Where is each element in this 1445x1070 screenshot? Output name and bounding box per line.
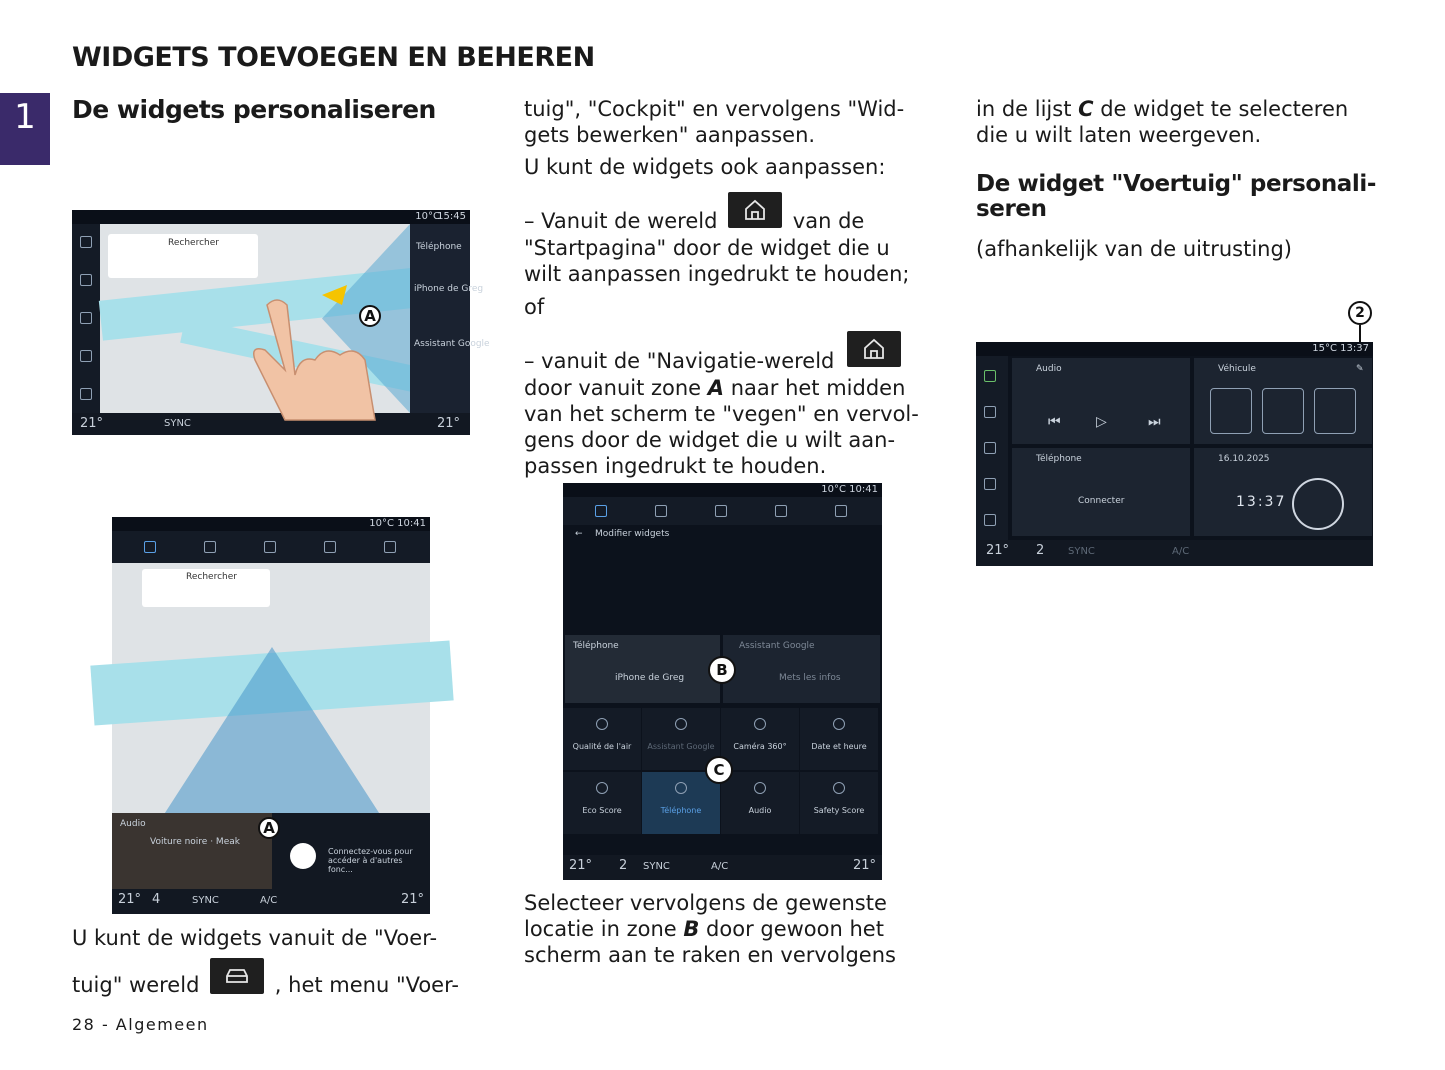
connect-label[interactable]: Connecter	[1078, 496, 1125, 506]
audio-label: Audio	[1036, 364, 1062, 374]
temp-left: 21°	[569, 858, 593, 873]
temperature: 10°C	[369, 518, 394, 529]
zone-a-marker: A	[258, 817, 280, 839]
fan-level: 2	[619, 858, 628, 873]
sync-label: SYNC	[643, 861, 670, 872]
col2-line1: tuig", "Cockpit" en vervolgens "Wid-	[524, 97, 905, 121]
search-label: Rechercher	[168, 238, 219, 248]
select-b2: door gewoon het	[699, 917, 884, 941]
car-icon	[80, 388, 92, 400]
back-arrow-icon[interactable]: ←	[575, 529, 583, 539]
phone-icon[interactable]	[984, 442, 996, 454]
heading-personalize: De widgets personaliseren	[72, 95, 436, 124]
climate-bar	[563, 855, 882, 880]
top-nav	[112, 531, 430, 563]
widget-option-label: Caméra 360°	[733, 742, 787, 751]
home-world-icon	[728, 192, 782, 228]
widget-option-label: Qualité de l'air	[572, 742, 632, 751]
music-icon[interactable]	[204, 541, 216, 553]
widget-option[interactable]	[800, 708, 878, 770]
widget-option-icon	[596, 718, 608, 730]
phone-label: Téléphone	[1036, 454, 1082, 464]
screenshot-navigation-swipe	[72, 210, 490, 435]
temperature: 15°C	[1312, 343, 1337, 354]
status-bar	[72, 210, 470, 224]
zone-a-ref: A	[707, 376, 725, 400]
widget-option-label: Eco Score	[582, 806, 622, 815]
widget-option[interactable]	[800, 772, 878, 834]
widget-option-icon	[675, 718, 687, 730]
col3-line1	[976, 96, 1348, 122]
widget-option-icon	[754, 718, 766, 730]
ac-label: A/C	[1172, 546, 1190, 557]
assistant-label: Assistant Google	[414, 339, 490, 349]
sync-label: SYNC	[164, 418, 191, 429]
temp-left: 21°	[118, 892, 142, 907]
screenshot-vehicle-widget	[976, 342, 1373, 566]
bullet1-d: wilt aanpassen ingedrukt te houden;	[524, 262, 910, 286]
widget-option-icon	[833, 718, 845, 730]
track-label: Voiture noire · Meak	[150, 837, 240, 847]
previous-icon[interactable]: ⏮	[1048, 414, 1061, 430]
widget-option-icon	[596, 782, 608, 794]
widget-option[interactable]	[642, 772, 720, 834]
phone-widget[interactable]	[565, 635, 720, 703]
bullet2-c: van het scherm te "vegen" en vervol-	[524, 402, 919, 426]
vehicle-label: Véhicule	[1218, 364, 1256, 374]
home-icon[interactable]	[144, 541, 156, 553]
google-assistant-icon	[290, 843, 316, 869]
vehicle-world-icon	[210, 958, 264, 994]
audio-widget[interactable]	[112, 813, 272, 889]
status-bar	[563, 483, 882, 497]
apps-icon[interactable]	[324, 541, 336, 553]
select-b1: locatie in zone	[524, 917, 684, 941]
fan-level: 2	[1036, 543, 1045, 558]
bullet2-b1: door vanuit zone	[524, 376, 708, 400]
car-icon[interactable]	[984, 514, 996, 526]
sidebar	[72, 224, 100, 413]
col2-line2: gets bewerken" aanpassen.	[524, 123, 816, 147]
bullet2-e: passen ingedrukt te houden.	[524, 454, 827, 478]
chapter-tab: 1	[0, 93, 50, 165]
section-title: WIDGETS TOEVOEGEN EN BEHEREN	[72, 42, 595, 73]
clock: 10:41	[849, 484, 878, 495]
next-icon[interactable]: ⏭	[1148, 414, 1161, 430]
settings-sliders-icon[interactable]	[1262, 388, 1304, 434]
sync-label: SYNC	[192, 895, 219, 906]
clock: 10:41	[397, 518, 426, 529]
col3-line1-b: de widget te selecteren	[1093, 97, 1349, 121]
bullet2-b2: naar het midden	[724, 376, 906, 400]
widget-option-label: Assistant Google	[647, 742, 715, 751]
zone-c-marker: C	[705, 756, 733, 784]
widget-clock: 13:37	[1236, 494, 1287, 510]
device-settings-icon[interactable]	[1314, 388, 1356, 434]
select-line-c: scherm aan te raken en vervolgens	[524, 943, 896, 967]
phone-widget[interactable]	[1012, 448, 1190, 536]
hand-gesture-icon	[247, 265, 382, 435]
temp-left: 21°	[986, 543, 1010, 558]
assistant-widget[interactable]	[723, 635, 880, 703]
heading-vehicle-widget	[976, 172, 1376, 222]
bullet2-line-b	[524, 375, 905, 401]
home-icon[interactable]	[984, 370, 996, 382]
apps-icon[interactable]	[775, 505, 787, 517]
zone-b-ref: B	[683, 917, 700, 941]
contact-label: iPhone de Greg	[414, 284, 484, 294]
vehicle-widget[interactable]	[1194, 358, 1372, 444]
or-text: of	[524, 295, 545, 319]
clock: 15:45	[437, 211, 466, 222]
widget-option-icon	[675, 782, 687, 794]
temp-left: 21°	[80, 416, 104, 431]
widget-option[interactable]	[563, 772, 641, 834]
callout-2-marker: 2	[1348, 301, 1372, 325]
audio-widget[interactable]	[1012, 358, 1190, 444]
heading-vehicle-a: De widget "Voertuig" personali-	[976, 171, 1377, 197]
screenshot-portrait-map	[112, 517, 430, 914]
widget-option-label: Audio	[748, 806, 772, 815]
home-icon[interactable]	[595, 505, 607, 517]
bullet2-a: – vanuit de "Navigatie-wereld	[524, 349, 835, 373]
temp-right: 21°	[852, 858, 876, 873]
music-icon	[80, 274, 92, 286]
zone-b-marker: B	[708, 656, 736, 684]
widget-panel	[410, 224, 490, 413]
zone-a-marker: A	[359, 305, 381, 327]
date-time-widget[interactable]	[1194, 448, 1372, 536]
col1-para-b	[72, 958, 459, 997]
status-bar	[112, 517, 430, 531]
sidebar	[976, 356, 1008, 540]
select-line-a: Selecteer vervolgens de gewenste	[524, 891, 887, 915]
edit-pencil-icon[interactable]: ✎	[1356, 364, 1364, 374]
ac-label: A/C	[711, 861, 729, 872]
search-panel[interactable]	[142, 569, 270, 607]
analog-clock-icon	[1292, 478, 1344, 530]
climate-bar	[112, 889, 430, 914]
temp-right: 21°	[400, 892, 424, 907]
car-icon[interactable]	[835, 505, 847, 517]
bullet1-c: "Startpagina" door de widget die u	[524, 236, 890, 260]
fan-level: 4	[152, 892, 161, 907]
contact-label: iPhone de Greg	[615, 673, 685, 683]
search-label: Rechercher	[186, 572, 237, 582]
apps-icon	[80, 350, 92, 362]
temperature: 10°C	[821, 484, 846, 495]
climate-bar	[976, 540, 1373, 566]
date-label: 16.10.2025	[1218, 454, 1270, 464]
temp-right: 21°	[436, 416, 460, 431]
select-line-b	[524, 916, 884, 942]
audio-label: Audio	[120, 819, 146, 829]
phone-icon[interactable]	[715, 505, 727, 517]
col1-para-a: U kunt de widgets vanuit de "Voer-	[72, 926, 438, 950]
widget-option-label: Téléphone	[660, 806, 702, 815]
col1-para-b2: , het menu "Voer-	[274, 973, 459, 997]
music-icon[interactable]	[655, 505, 667, 517]
bullet2-d: gens door de widget die u wilt aan-	[524, 428, 896, 452]
phone-icon	[80, 312, 92, 324]
widget-option[interactable]	[721, 772, 799, 834]
widget-option[interactable]	[721, 708, 799, 770]
driver-assist-icon[interactable]	[1210, 388, 1252, 434]
col1-para-b1: tuig" wereld	[72, 973, 200, 997]
equipment-note: (afhankelijk van de uitrusting)	[976, 237, 1292, 261]
bullet1-a: – Vanuit de wereld	[524, 209, 718, 233]
apps-icon[interactable]	[984, 478, 996, 490]
home-icon	[80, 236, 92, 248]
widget-option-label: Date et heure	[811, 742, 867, 751]
heading-vehicle-b: seren	[976, 196, 1047, 222]
car-icon[interactable]	[384, 541, 396, 553]
phone-label: Téléphone	[416, 242, 462, 252]
bullet1-line-a	[524, 192, 865, 233]
col2-line3: U kunt de widgets ook aanpassen:	[524, 155, 886, 179]
widget-option-label: Safety Score	[813, 806, 865, 815]
navigation-world-icon	[847, 331, 901, 367]
top-nav	[563, 497, 882, 525]
modify-widgets-title: Modifier widgets	[595, 529, 670, 539]
temperature: 10°C	[415, 211, 440, 222]
assistant-sub: Mets les infos	[779, 673, 841, 683]
footer-page-label: 28 - Algemeen	[72, 1015, 209, 1034]
bullet1-b: van de	[792, 209, 865, 233]
assistant-label: Assistant Google	[739, 641, 815, 651]
music-icon[interactable]	[984, 406, 996, 418]
status-bar	[976, 342, 1373, 356]
assistant-text: Connectez-vous pour accéder à d'autres fonc...	[328, 847, 413, 874]
widget-option[interactable]	[563, 708, 641, 770]
play-icon[interactable]: ▷	[1096, 414, 1107, 430]
sync-label: SYNC	[1068, 546, 1095, 557]
col3-line2: die u wilt laten weergeven.	[976, 123, 1262, 147]
col3-line1-a: in de lijst	[976, 97, 1079, 121]
assistant-widget[interactable]	[272, 813, 430, 889]
phone-label: Téléphone	[573, 641, 619, 651]
phone-icon[interactable]	[264, 541, 276, 553]
clock: 13:37	[1340, 343, 1369, 354]
search-panel[interactable]	[108, 234, 258, 278]
screenshot-modify-widgets	[563, 483, 882, 880]
bullet2-line-a	[524, 331, 901, 373]
zone-c-ref: C	[1078, 97, 1094, 121]
widget-option-icon	[754, 782, 766, 794]
widget-option-icon	[833, 782, 845, 794]
ac-label: A/C	[260, 895, 278, 906]
